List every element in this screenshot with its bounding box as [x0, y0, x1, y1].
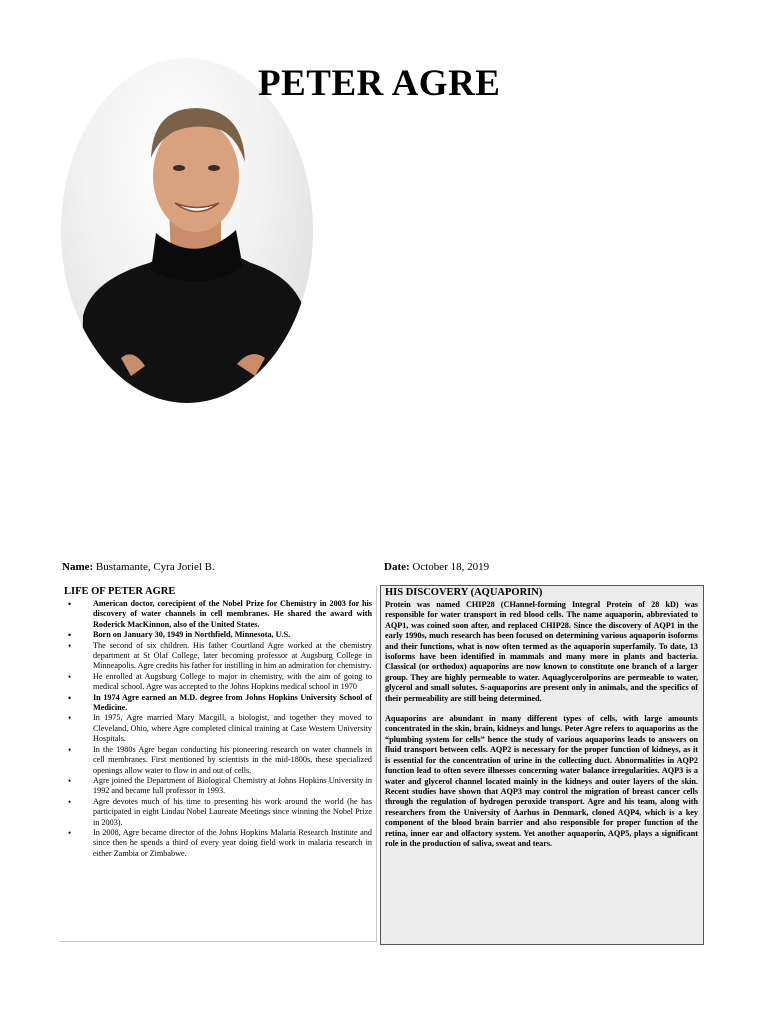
list-item: • Born on January 30, 1949 in Northfield, Minnesota, U.S. [93, 630, 372, 640]
life-list [62, 599, 372, 859]
list-item: • In 1974 Agre earned an M.D. degree from Johns Hopkins University School of Medicine. [93, 693, 372, 714]
page-title: PETER AGRE [258, 63, 501, 104]
list-item: • In 1975, Agre married Mary Macgill, a biologist, and together they moved to Cleveland, Ohio, where Agre completed clinical training at Case Western University Hospitals. [93, 713, 372, 744]
life-section [59, 586, 377, 942]
name-line [62, 561, 215, 574]
discovery-paragraph: Protein was named CHIP28 (CHannel-forming Integral Protein of 28 kD) was responsible for water transport in red blood cells. The name aquaporin, abbreviated to AQP1, was coined soon after, and replaced CHIP28. Since the discovery of AQP1 in the early 1990s, much research has been focused on determining various aquaporin isoforms and their functions, what is now often termed as the aquaporin superfamily. To date, 13 isoforms have been identified in mammals and many more in plants and bacteria. Classical (or orthodox) aquaporins are now known to constitute one branch of a larger group. They are highly permeable to water. Aquaglycerolporins are permeable to water, glycerol and small solutes. S-aquaporins are present only in animals, and the specifics of their permeability are still being determined. [385, 600, 698, 703]
life-heading: LIFE OF PETER AGRE [64, 586, 176, 597]
list-item: • Agre devotes much of his time to presenting his work around the world (he has participated in eight Lindau Nobel Laureate Meetings since winning the Nobel Prize in 2003). [93, 797, 372, 828]
name-label: Name: [62, 561, 94, 573]
list-item: • He enrolled at Augsburg College to major in chemistry, with the aim of going to medical school. Agre was accepted to the Johns Hopkins medical school in 1970 [93, 672, 372, 693]
list-item: • In the 1980s Agre began conducting his pioneering research on water channels in cell membranes. First mentioned by scientists in the mid-1800s, these specialized openings allow water to flow in and out of cells. [93, 745, 372, 776]
date-value: October 18, 2019 [412, 561, 490, 573]
discovery-heading: HIS DISCOVERY (AQUAPORIN) [385, 587, 543, 598]
name-value: Bustamante, Cyra Joriel B. [95, 561, 215, 573]
list-item: • The second of six children. His father Courtland Agre worked at the chemistry department at St Olaf College, later becoming professor at Augsburg College in Minneapolis. Agre credits his father for instilling in him an admiration for chemistry. [93, 641, 372, 672]
date-label: Date: [384, 561, 410, 573]
date-line [384, 561, 489, 574]
discovery-paragraph: Aquaporins are abundant in many different types of cells, with large amounts concentrated in the skin, brain, kidneys and lungs. Peter Agre refers to aquaporins as the “plumbing system for cells” hence the study of various aquaporins leads to answers on fluid transport between cells. AQP2 is necessary for the proper function of kidneys, as it is essential for the concentration of urine in the collecting duct. Abnormalities in AQP2 function lead to often severe illnesses concerning water balance irregularities. AQP3 is a water and glycerol channel located mainly in the kidneys and outer layers of the skin. Recent studies have shown that AQP3 may control the migration of breast cancer cells through the regulation of hydrogen peroxide transport. Agre and his team, along with researchers from the University of Aarhus in Denmark, cloned AQP4, which is a key component of the blood brain barrier and also responsible for proper function of the retina, inner ear and olfactory system. Yet another aquaporin, AQP5, plays a significant role in the production of saliva, sweat and tears. [385, 714, 698, 848]
portrait-photo [61, 58, 313, 403]
list-item: • American doctor, corecipient of the Nobel Prize for Chemistry in 2003 for his discovery of water channels in cell membranes. He shared the award with Roderick MacKinnon, also of the United States. [93, 599, 372, 630]
portrait-photo-icon [61, 58, 313, 403]
discovery-section [380, 585, 704, 945]
list-item: • Agre joined the Department of Biological Chemistry at Johns Hopkins University in 1992 and became full professor in 1993. [93, 776, 372, 797]
list-item: • In 2008, Agre became director of the Johns Hopkins Malaria Research Institute and since then he spends a third of every year doing field work in malaria research in either Zambia or Zimbabwe. [93, 828, 372, 859]
